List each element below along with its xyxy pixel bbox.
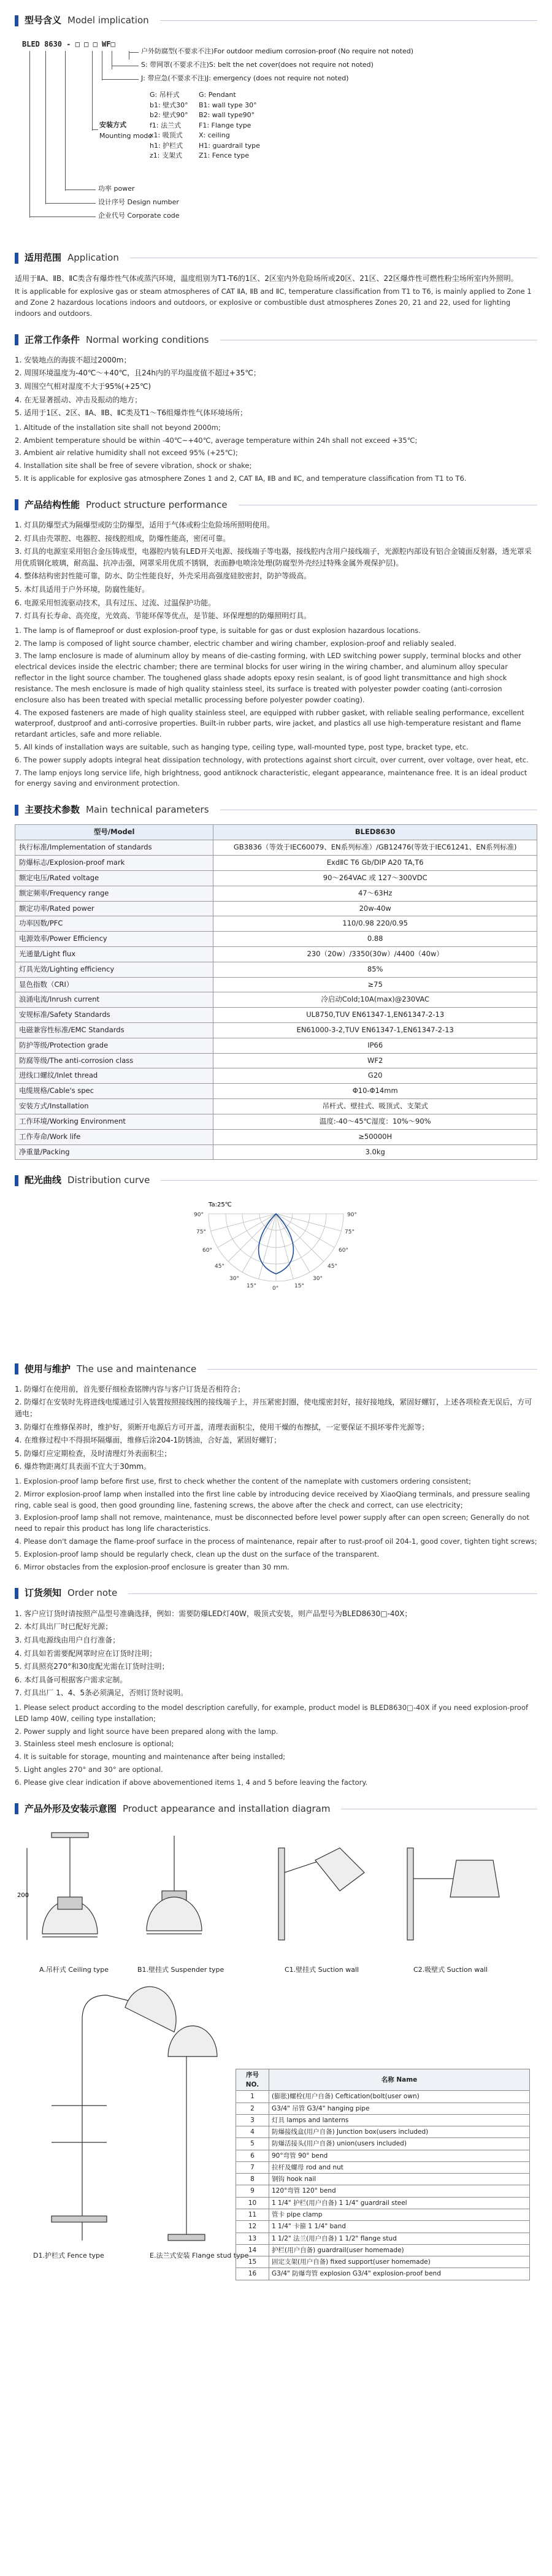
table-row <box>236 2197 530 2209</box>
mount-label-cn: 安装方式 <box>99 121 126 129</box>
params-table-body <box>15 840 537 1160</box>
param-key: 安规标准/Safety Standards <box>15 1008 213 1023</box>
section-marker-icon <box>15 1363 18 1374</box>
table-header-cell: BLED8630 <box>213 825 537 840</box>
list-item: 2. 灯具由壳罩腔、电器腔、接线腔组成，防爆性能高，密闭可靠。 <box>15 534 231 543</box>
section-divider <box>128 1593 537 1594</box>
svg-text:45°: 45° <box>215 1263 224 1270</box>
drawing-fence-type <box>52 1987 176 2241</box>
part-name: 防爆活接头(用户自备) union(users included) <box>269 2138 530 2150</box>
section-title-en: Product structure performance <box>86 499 228 510</box>
param-key: 净重量/Packing <box>15 1144 213 1160</box>
table-row <box>236 2091 530 2103</box>
mount-options-en: G: Pendant B1: wall type 30° B2: wall type90° F1: Flange type X: ceiling H1: guardrail type Z1: Fence type <box>199 91 260 160</box>
list-item: 5. 灯具照亮270°和30度配光需在订货时注明； <box>15 1662 169 1671</box>
param-value: 吊杆式、壁挂式、吸顶式、支架式 <box>213 1099 537 1114</box>
table-row <box>15 1068 537 1084</box>
param-key: 电源效率/Power Efficiency <box>15 932 213 947</box>
svg-text:15°: 15° <box>294 1282 304 1289</box>
table-row <box>236 2256 530 2268</box>
param-key: 防爆标志/Explosion-proof mark <box>15 856 213 871</box>
section-header-model <box>15 13 537 28</box>
part-number: 3 <box>236 2114 269 2126</box>
table-row <box>15 946 537 962</box>
table-header-cell: 型号/Model <box>15 825 213 840</box>
param-value: ≥50000H <box>213 1129 537 1144</box>
list-item: 1. Altitude of the installation site shall not beyond 2000m; <box>15 423 221 432</box>
param-key: 工作环境/Working Environment <box>15 1114 213 1129</box>
svg-text:15°: 15° <box>247 1282 256 1289</box>
section-title-en: Main technical parameters <box>86 804 209 816</box>
section-header-order <box>15 1586 537 1600</box>
param-key: 防护等级/Protection grade <box>15 1038 213 1053</box>
structure-list-en <box>15 626 537 789</box>
list-item: 2. 周围环境温度为-40℃～+40℃，且24h内的平均温度值不超过+35℃； <box>15 369 261 378</box>
section-divider <box>160 20 537 21</box>
bracket-line <box>102 79 139 80</box>
list-item: 2. Ambient temperature should be within -40℃~+40℃, average temperature within 24h shall not exceed +35℃; <box>15 435 418 445</box>
part-number: 6 <box>236 2150 269 2161</box>
section-header-use <box>15 1362 537 1376</box>
part-number: 2 <box>236 2103 269 2114</box>
list-item: 3. The lamp enclosure is made of aluminum alloy by means of die-casting forming, with LED switching power supply, terminal blocks and other electrical devices inside the electric chamber; there are terminal blocks for user wiring in the wiring chamber, and aluminum alloy specular reflector in the light source chamber. The toughened glass shade adopts epoxy resin sealant, is of good light transmittance and high shock resistance. The mesh enclosure is made of high quality stainless steel, its surface is treated with polyester powder coating (anti-corrosion enclosure also has been treated with special metallic processing before polyester powder coating). <box>15 651 521 704</box>
section-title-cn: 订货须知 <box>25 1587 62 1599</box>
param-key: 额定功率/Rated power <box>15 901 213 916</box>
bracket-line <box>29 51 30 218</box>
list-item: 5. 适用于1区、2区、ⅡA、ⅡB、ⅡC类及T1～T6组爆炸性气体环境场所； <box>15 408 248 418</box>
order-list-cn <box>15 1608 537 1699</box>
svg-text:90°: 90° <box>194 1211 204 1218</box>
table-row <box>15 1023 537 1038</box>
power-label: 功率 power <box>98 185 135 193</box>
list-item: 2. Power supply and light source have been prepared along with the lamp. <box>15 1727 278 1736</box>
list-item: 2. 本灯具出厂时已配好光源； <box>15 1622 113 1631</box>
order-list-en <box>15 1703 537 1788</box>
table-row <box>236 2138 530 2150</box>
conditions-list-cn <box>15 355 537 419</box>
param-value: 47～63Hz <box>213 886 537 901</box>
part-number: 8 <box>236 2174 269 2185</box>
table-row <box>15 916 537 932</box>
conditions-list-en <box>15 423 537 485</box>
table-row <box>15 1038 537 1053</box>
table-row <box>15 992 537 1008</box>
section-header-structure <box>15 498 537 512</box>
param-value: 20w-40w <box>213 901 537 916</box>
param-key: 电缆规格/Cable's spec <box>15 1084 213 1099</box>
part-name: 拉杆及螺母 rod and nut <box>269 2161 530 2173</box>
param-key: 执行标准/Implementation of standards <box>15 840 213 856</box>
list-item: 1. The lamp is of flameproof or dust explosion-proof type, is suitable for gas or dust explosion hazardous locations. <box>15 626 421 635</box>
param-value: UL8750,TUV EN61347-1,EN61347-2-13 <box>213 1008 537 1023</box>
param-value: Φ10-Φ14mm <box>213 1084 537 1099</box>
table-row <box>236 2185 530 2197</box>
svg-text:75°: 75° <box>345 1229 355 1235</box>
section-title-en: Application <box>67 252 119 264</box>
table-row <box>236 2209 530 2221</box>
table-header-row <box>15 825 537 840</box>
part-name: 1 1/4" 卡箍 1 1/4" band <box>269 2221 530 2233</box>
param-key: 工作寿命/Work life <box>15 1129 213 1144</box>
curve-ta-label: Ta:25℃ <box>209 1201 232 1208</box>
svg-text:60°: 60° <box>339 1247 348 1254</box>
list-item: 3. Explosion-proof lamp shall not remove, maintenance, must be disconnected before level power supply after can open screen; Generally do not need to repair this product has long life characteristics. <box>15 1513 529 1533</box>
parts-table <box>236 2069 530 2280</box>
corp-label: 企业代号 Corporate code <box>98 212 180 220</box>
param-value: IP66 <box>213 1038 537 1053</box>
section-marker-icon <box>15 334 18 345</box>
param-key: 灯具光效/Lighting efficiency <box>15 962 213 977</box>
section-marker-icon <box>15 499 18 510</box>
param-key: 防腐等级/The anti-corrosion class <box>15 1053 213 1068</box>
list-item: 1. 安装地点的海拔不超过2000m； <box>15 355 131 364</box>
drawing-suspender-type <box>147 1836 202 1934</box>
caption-ceiling-type: A.吊杆式 Ceiling type <box>39 1965 109 1974</box>
distribution-curve <box>15 1195 537 1349</box>
section-title-cn: 产品结构性能 <box>25 499 80 510</box>
table-row <box>236 2150 530 2161</box>
section-title-cn: 产品外形及安装示意图 <box>25 1803 117 1814</box>
table-row <box>236 2268 530 2280</box>
part-name: 1 1/2" 法兰(用户自备) 1 1/2" flange stud <box>269 2233 530 2244</box>
part-name: G3/4" 防爆弯管 explosion G3/4" explosion-proof bend <box>269 2268 530 2280</box>
part-name: 灯具 lamps and lanterns <box>269 2114 530 2126</box>
param-value: ExdⅡC T6 Gb/DIP A20 TA,T6 <box>213 856 537 871</box>
part-number: 15 <box>236 2256 269 2268</box>
list-item: 7. 灯具有长寿命、高亮度，光效高、节能环保等优点，是节能、环保理想的防爆照明灯具。 <box>15 611 312 621</box>
part-number: 11 <box>236 2209 269 2221</box>
section-title-en: Product appearance and installation diagram <box>123 1803 331 1814</box>
section-marker-icon <box>15 805 18 816</box>
param-value: 85% <box>213 962 537 977</box>
list-item: 4. 整体结构密封性能可靠，防水、防尘性能良好，外壳采用高强度硅胶密封，防护等级高。 <box>15 572 312 581</box>
caption-wall-30: C1.壁挂式 Suction wall <box>285 1965 359 1974</box>
section-marker-icon <box>15 15 18 26</box>
section-header-conditions <box>15 333 537 347</box>
part-number: 10 <box>236 2197 269 2209</box>
param-key: 安装方式/Installation <box>15 1099 213 1114</box>
list-item: 6. 爆炸物距离灯具表面不宜大于30mm。 <box>15 1462 151 1471</box>
section-title-en: Normal working conditions <box>86 334 209 345</box>
table-row <box>15 1114 537 1129</box>
table-row <box>15 856 537 871</box>
list-item: 2. 防爆灯在安装时先将进线电缆通过引入装置按照接线图的接线端子上，并压紧密封圈，使电缆密封好，接好接地线，紧固好螺钉，上述各项检查无误后，方可通电； <box>15 1398 532 1418</box>
part-name: G3/4" 吊管 G3/4" hanging pipe <box>269 2103 530 2114</box>
list-item: 6. 本灯具备可根据客户需求定制。 <box>15 1675 128 1684</box>
list-item: 4. 在维修过程中不得损坏隔爆面，维修后涂204-1防锈油，合好盖，紧固好螺钉； <box>15 1436 282 1445</box>
section-divider <box>161 1180 537 1181</box>
mount-label-en: Mounting mode <box>99 132 153 140</box>
list-item: 4. Please don't damage the flame-proof surface in the process of maintenance, repair after to rust-proof oil 204-1, good cover, tighten tight screws; <box>15 1537 537 1546</box>
table-row <box>15 840 537 856</box>
table-row <box>236 2103 530 2114</box>
table-row <box>236 2233 530 2244</box>
param-value: WF2 <box>213 1053 537 1068</box>
model-code: BLED 8630 - □ □ □ WF□ <box>22 40 115 49</box>
part-name: 120°弯管 120° bend <box>269 2185 530 2197</box>
installation-diagrams <box>15 1823 537 2278</box>
list-item: 3. 灯具电源线由用户自行准备； <box>15 1635 120 1644</box>
model-implication-diagram <box>15 35 537 237</box>
scope-text-en: It is applicable for explosive gas or steam atmospheres of CAT ⅡA, ⅡB and ⅡC, temperature classification from T1 to T6, is mainly applied to Zone 1 and Zone 2 hazardous locations indoors and outdoors, or explosive or combustible dust atmospheres Zones 20, 21 and 22, used for lighting indoors and outdoors. <box>15 287 532 318</box>
param-value: 冷启动Cold;10A(max)@230VAC <box>213 992 537 1008</box>
list-item: 5. Explosion-proof lamp should be regularly check, clean up the dust on the surface of the transparent. <box>15 1549 380 1558</box>
param-value: G20 <box>213 1068 537 1084</box>
section-marker-icon <box>15 1588 18 1599</box>
drawing-wall-90 <box>407 1848 499 1940</box>
list-item: 1. 防爆灯在使用前，首先要仔细检查铭牌内容与客户订货是否相符合； <box>15 1384 245 1393</box>
part-number: 9 <box>236 2185 269 2197</box>
design-label: 设计序号 Design number <box>98 198 179 207</box>
list-item: 1. Explosion-proof lamp before first use, first to check whether the content of the nameplate with customers ordering consistent; <box>15 1476 471 1485</box>
section-title-cn: 使用与维护 <box>25 1363 71 1374</box>
section-title-en: The use and maintenance <box>77 1363 197 1374</box>
table-row <box>15 1053 537 1068</box>
param-value: 90～264VAC 或 127～300VDC <box>213 870 537 886</box>
bracket-line <box>92 51 93 131</box>
part-number: 16 <box>236 2268 269 2280</box>
list-item: 1. 灯具防爆型式为隔爆型或防尘防爆型，适用于气体或粉尘危险场所照明使用。 <box>15 521 275 530</box>
svg-text:0°: 0° <box>272 1285 279 1292</box>
part-name: 固定支架(用户自备) fixed support(user homemade) <box>269 2256 530 2268</box>
dimension-label: 200 <box>17 1892 29 1899</box>
part-number: 13 <box>236 2233 269 2244</box>
list-item: 4. 在无显著摇动、冲击及振动的地方； <box>15 395 142 404</box>
param-key: 电磁兼容性标准/EMC Standards <box>15 1023 213 1038</box>
list-item: 7. 灯具出厂 1、4、5条必须满足，否则订货时说明。 <box>15 1689 188 1698</box>
section-title-cn: 主要技术参数 <box>25 804 80 816</box>
section-title-en: Order note <box>67 1587 118 1599</box>
table-row <box>236 2221 530 2233</box>
table-row <box>15 1099 537 1114</box>
part-name: 1 1/4" 护栏(用户自备) 1 1/4" guardrail steel <box>269 2197 530 2209</box>
bracket-line <box>65 51 66 191</box>
j-option-text: J: 带应急(不要求不注)J: emergency (does not require not noted) <box>141 74 349 83</box>
list-item: 5. It is applicable for explosive gas atmosphere Zones 1 and 2, CAT ⅡA, ⅡB and ⅡC, and temperature classification from T1 to T6. <box>15 474 467 483</box>
param-value: EN61000-3-2,TUV EN61347-1,EN61347-2-13 <box>213 1023 537 1038</box>
table-row <box>15 870 537 886</box>
table-row <box>15 1144 537 1160</box>
part-number: 14 <box>236 2244 269 2256</box>
table-row <box>236 2174 530 2185</box>
section-title-en: Distribution curve <box>67 1175 150 1186</box>
bracket-line <box>92 129 98 130</box>
param-key: 显色指数（CRI） <box>15 977 213 992</box>
table-row <box>236 2126 530 2138</box>
caption-wall-90: C2.吸壁式 Suction wall <box>413 1965 488 1974</box>
drawing-wall-30 <box>278 1848 364 1940</box>
part-name: 管卡 pipe clamp <box>269 2209 530 2221</box>
section-divider <box>207 1369 537 1370</box>
list-item: 4. Installation site shall be free of severe vibration, shock or shake; <box>15 461 252 470</box>
part-name: 防爆接线盒(用户自备) Junction box(users included) <box>269 2126 530 2138</box>
section-title-en: Model implication <box>67 15 149 26</box>
param-value: GB3836（等效于IEC60079、EN系列标准）/GB12476(等效于IEC61241、EN系列标准) <box>213 840 537 856</box>
polar-grid <box>209 1214 343 1281</box>
param-value: 110/0.98 220/0.95 <box>213 916 537 932</box>
list-item: 5. All kinds of installation ways are suitable, such as hanging type, ceiling type, wall-mounted type, post type, bracket type, etc. <box>15 742 469 751</box>
list-item: 6. The power supply adopts integral heat dissipation technology, with protections against short circuit, over current, over voltage, over heat, etc. <box>15 755 529 764</box>
list-item: 6. Please give clear indication if above abovementioned items 1, 4 and 5 before leaving the factory. <box>15 1777 368 1787</box>
structure-list-cn <box>15 519 537 622</box>
param-value: ≥75 <box>213 977 537 992</box>
table-row <box>15 932 537 947</box>
table-row <box>15 962 537 977</box>
section-marker-icon <box>15 1175 18 1186</box>
part-name: 钢钩 hook nail <box>269 2174 530 2185</box>
wf-option-text: 户外防腐型(不要求不注)For outdoor medium corrosion-proof (No require not noted) <box>141 47 414 56</box>
param-value: 230（20w）/3350(30w）/4400（40w） <box>213 946 537 962</box>
param-key: 进线口螺纹/Inlet thread <box>15 1068 213 1084</box>
part-name: 90°弯管 90° bend <box>269 2150 530 2161</box>
table-row <box>15 886 537 901</box>
table-row <box>15 1008 537 1023</box>
param-key: 光通量/Light flux <box>15 946 213 962</box>
list-item: 3. 灯具的电源室采用铝合金压铸成型，电器腔内装有LED开关电源、接线端子等电器，接线腔内含用户接线端子，光源腔内部设有铝合金镜面反射器，透光罩采用优质钢化玻璃，耐高温、抗冲击强，网罩采用优质不锈钢，表面静电喷涂处理(防腐型外壳经过特殊金属外观保护层)。 <box>15 547 532 567</box>
table-header-row <box>236 2069 530 2091</box>
svg-text:30°: 30° <box>229 1275 239 1282</box>
list-item: 4. It is suitable for storage, mounting and maintenance after being installed; <box>15 1752 286 1761</box>
list-item: 1. 客户应订货时请按照产品型号准确选择，例如：需要防爆LED灯40W，吸顶式安装，则产品型号为BLED8630□-40X； <box>15 1609 412 1618</box>
table-row <box>236 2114 530 2126</box>
scope-text-cn: 适用于ⅡA、ⅡB、ⅡC类含有爆炸性气体或蒸汽环境，温度组别为T1-T6的1区、2区室内外危险场所或20区、21区、22区爆炸性可燃性粉尘场所室内外照明。 <box>15 274 518 283</box>
list-item: 4. 灯具如若需要配网罩时应在订货时注明； <box>15 1649 157 1658</box>
bracket-line <box>45 203 96 204</box>
section-header-scope <box>15 251 537 265</box>
section-title-cn: 型号含义 <box>25 15 62 26</box>
section-header-install <box>15 1802 537 1816</box>
mount-options-cn: G: 吊杆式 b1: 壁式30° b2: 壁式90° f1: 法兰式 x1: 吸顶式 h1: 护栏式 z1: 支架式 <box>150 91 188 160</box>
list-item: 3. 周围空气相对湿度不大于95%(+25℃) <box>15 381 151 391</box>
s-option-text: S: 带网罩(不要求不注)S: belt the net cover(does not require not noted) <box>141 61 374 69</box>
drawing-ceiling-type <box>27 1833 98 1940</box>
list-item: 3. Stainless steel mesh enclosure is optional; <box>15 1739 174 1749</box>
table-row <box>236 2244 530 2256</box>
list-item: 6. Mirror obstacles from the explosion-proof enclosure is greater than 30 mm. <box>15 1562 289 1571</box>
section-marker-icon <box>15 253 18 264</box>
table-row <box>15 1084 537 1099</box>
section-title-cn: 正常工作条件 <box>25 334 80 345</box>
parts-table-body <box>236 2091 530 2280</box>
svg-text:60°: 60° <box>202 1247 212 1254</box>
svg-text:30°: 30° <box>313 1275 323 1282</box>
list-item: 5. Light angles 270° and 30° are optional. <box>15 1765 163 1774</box>
list-item: 2. The lamp is composed of light source chamber, electric chamber and wiring chamber, explosion-proof and reliably sealed. <box>15 638 456 648</box>
param-key: 浪涌电流/Inrush current <box>15 992 213 1008</box>
use-list-en <box>15 1476 537 1573</box>
part-name: 护栏(用户自备) guardrail(user homemade) <box>269 2244 530 2256</box>
table-row <box>15 977 537 992</box>
list-item: 3. 防爆灯在维修保养时，维护好，须断开电源后方可开盖，清理表面积尘，使用干燥的布擦拭，一定要保证不损坏零件光源等； <box>15 1422 429 1432</box>
section-title-cn: 适用范围 <box>25 252 62 264</box>
part-number: 5 <box>236 2138 269 2150</box>
list-item: 5. 本灯具适用于户外环境，防腐性能好。 <box>15 585 150 594</box>
bracket-line <box>129 52 139 53</box>
angle-labels <box>194 1212 357 1292</box>
param-value: 温度:-40～45℃湿度：10%～90% <box>213 1114 537 1129</box>
table-row <box>15 1129 537 1144</box>
table-header-cell: 序号 NO. <box>236 2069 269 2091</box>
use-list-cn <box>15 1384 537 1473</box>
polar-curve-svg <box>172 1195 380 1349</box>
caption-suspender-type: B1.壁挂式 Suspender type <box>137 1965 224 1974</box>
part-number: 7 <box>236 2161 269 2173</box>
part-name: (膨胀)螺栓(用户自备) Ceftication(bolt(user own) <box>269 2091 530 2103</box>
bracket-line <box>45 51 46 204</box>
caption-flange-type: E.法兰式安装 Flange stud type <box>150 2251 249 2260</box>
param-value: 0.88 <box>213 932 537 947</box>
param-key: 功率因数/PFC <box>15 916 213 932</box>
section-title-cn: 配光曲线 <box>25 1175 62 1186</box>
list-item: 7. The lamp enjoys long service life, high brightness, good antiknock characteristic, elegant appearance, maintenance free. It is an ideal product for energy saving and environment protection. <box>15 768 527 788</box>
part-number: 4 <box>236 2126 269 2138</box>
list-item: 5. 防爆灯应定期检查，及时清理灯外表面积尘； <box>15 1449 172 1458</box>
table-row <box>15 901 537 916</box>
list-item: 4. The exposed fasteners are made of high quality stainless steel, are equipped with rubber gasket, with reliable sealing performance, excellent waterproof, dustproof and anti-corrosive properties. Built-in rubber parts, wire jacket, and plastics all use high-temperature resistant and flame retardant articles, safe and more reliable. <box>15 708 524 739</box>
list-item: 3. Ambient air relative humidity shall not exceed 95% (+25℃); <box>15 448 238 458</box>
list-item: 1. Please select product according to the model description carefully, for example, product model is BLED8630□-40X if you need explosion-proof LED lamp 40W, ceiling type installation; <box>15 1703 529 1723</box>
section-header-curve <box>15 1173 537 1187</box>
param-key: 额定电压/Rated voltage <box>15 870 213 886</box>
list-item: 2. Mirror explosion-proof lamp when installed into the first line cable by introducing device received by XiaoQiang terminals, and pressure sealing ring, cable seal is good, then good grounding line, fastening screws, the above after the check and correct, can use electricity; <box>15 1489 531 1509</box>
params-table <box>15 824 537 1160</box>
part-number: 12 <box>236 2221 269 2233</box>
svg-text:45°: 45° <box>328 1263 337 1270</box>
section-marker-icon <box>15 1803 18 1814</box>
svg-text:90°: 90° <box>347 1211 357 1218</box>
section-header-params <box>15 803 537 817</box>
list-item: 6. 电源采用恒流驱动技术，具有过压、过流、过温保护功能。 <box>15 598 216 607</box>
table-header-cell: 名称 Name <box>269 2069 530 2091</box>
drawing-flange-type <box>168 2026 217 2241</box>
table-row <box>236 2161 530 2173</box>
part-number: 1 <box>236 2091 269 2103</box>
svg-text:75°: 75° <box>196 1229 206 1235</box>
param-key: 额定频率/Frequency range <box>15 886 213 901</box>
caption-fence-type: D1.护栏式 Fence type <box>33 2251 104 2260</box>
param-value: 3.0kg <box>213 1144 537 1160</box>
